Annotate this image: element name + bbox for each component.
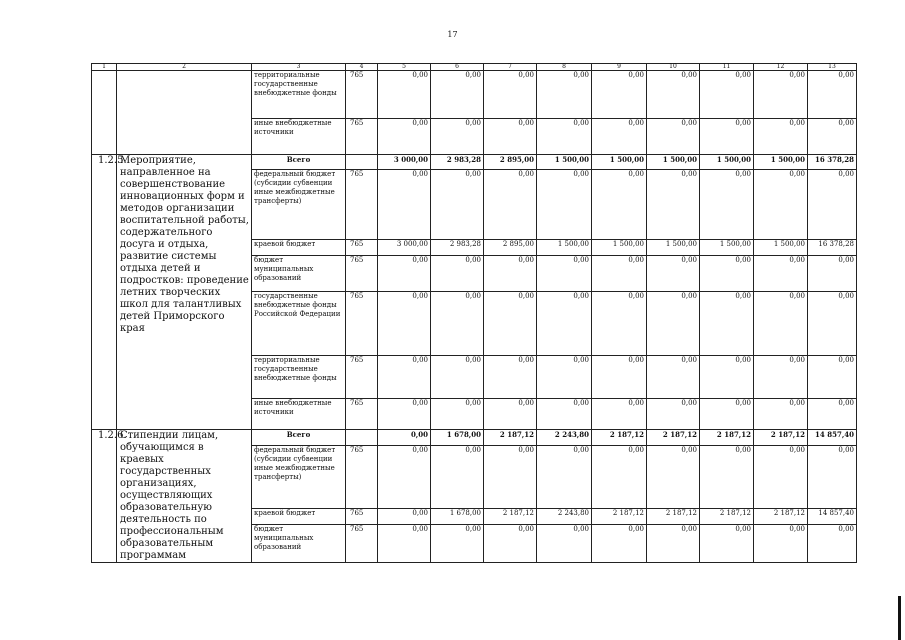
budget-code: 765	[346, 240, 378, 256]
item-number: 1.2.5.	[92, 155, 117, 430]
funding-source: иные внебюджетные источники	[252, 119, 346, 155]
amount-cell: 1 678,00	[431, 508, 484, 524]
amount-cell: 0,00	[378, 256, 431, 292]
table-row	[92, 71, 857, 119]
amount-cell: 0,00	[808, 399, 857, 430]
amount-cell: 0,00	[592, 525, 647, 563]
funding-source: Всего	[252, 430, 346, 446]
amount-cell: 0,00	[378, 119, 431, 155]
amount-cell: 1 500,00	[592, 240, 647, 256]
amount-cell: 0,00	[537, 292, 592, 356]
budget-code: 765	[346, 525, 378, 563]
budget-code: 765	[346, 399, 378, 430]
amount-cell: 0,00	[754, 292, 808, 356]
amount-cell: 2 187,12	[700, 508, 754, 524]
amount-cell: 2 187,12	[647, 508, 700, 524]
amount-cell: 14 857,40	[808, 430, 857, 446]
amount-cell: 0,00	[808, 446, 857, 509]
amount-cell: 0,00	[700, 446, 754, 509]
amount-cell: 0,00	[647, 525, 700, 563]
amount-cell: 0,00	[378, 399, 431, 430]
amount-cell: 0,00	[484, 292, 537, 356]
amount-cell: 0,00	[700, 399, 754, 430]
amount-cell: 0,00	[700, 256, 754, 292]
amount-cell: 0,00	[754, 256, 808, 292]
budget-code: 765	[346, 71, 378, 119]
amount-cell: 0,00	[592, 399, 647, 430]
budget-code	[346, 155, 378, 170]
amount-cell: 1 678,00	[431, 430, 484, 446]
column-number: 2	[117, 64, 252, 71]
amount-cell: 0,00	[378, 430, 431, 446]
amount-cell: 0,00	[647, 170, 700, 240]
item-name: Мероприятие, направленное на совершенствование инновационных форм и методов организации воспитательной работы, содержательного досуга и отдыха, развитие системы отдыха детей и подростков: проведение летних творческих школ для талантливых детей Приморского края	[117, 155, 252, 430]
amount-cell: 2 187,12	[700, 430, 754, 446]
budget-table	[91, 63, 857, 563]
funding-source: федеральный бюджет (субсидии субвенции иные межбюджетные трансферты)	[252, 446, 346, 509]
amount-cell: 14 857,40	[808, 508, 857, 524]
funding-source: Всего	[252, 155, 346, 170]
budget-code: 765	[346, 508, 378, 524]
amount-cell: 0,00	[754, 525, 808, 563]
budget-code: 765	[346, 356, 378, 399]
amount-cell: 0,00	[700, 292, 754, 356]
amount-cell: 0,00	[808, 119, 857, 155]
amount-cell: 0,00	[647, 292, 700, 356]
amount-cell: 0,00	[754, 71, 808, 119]
funding-source: государственные внебюджетные фонды Российской Федерации	[252, 292, 346, 356]
amount-cell: 0,00	[378, 292, 431, 356]
column-number-header	[92, 64, 857, 71]
budget-code: 765	[346, 170, 378, 240]
amount-cell: 0,00	[431, 525, 484, 563]
amount-cell: 0,00	[647, 71, 700, 119]
amount-cell: 1 500,00	[700, 240, 754, 256]
amount-cell: 0,00	[700, 170, 754, 240]
amount-cell: 0,00	[378, 71, 431, 119]
amount-cell: 1 500,00	[700, 155, 754, 170]
column-number: 5	[378, 64, 431, 71]
amount-cell: 3 000,00	[378, 155, 431, 170]
amount-cell: 0,00	[378, 508, 431, 524]
amount-cell: 0,00	[431, 256, 484, 292]
amount-cell: 0,00	[431, 292, 484, 356]
amount-cell: 2 895,00	[484, 240, 537, 256]
amount-cell: 0,00	[537, 170, 592, 240]
table-row-total	[92, 430, 857, 446]
amount-cell: 0,00	[808, 170, 857, 240]
funding-source: бюджет муниципальных образований	[252, 525, 346, 563]
amount-cell: 2 243,80	[537, 508, 592, 524]
amount-cell: 2 243,80	[537, 430, 592, 446]
amount-cell: 0,00	[700, 119, 754, 155]
amount-cell: 0,00	[431, 170, 484, 240]
amount-cell: 0,00	[537, 446, 592, 509]
amount-cell: 0,00	[537, 356, 592, 399]
amount-cell: 0,00	[378, 525, 431, 563]
amount-cell: 0,00	[378, 170, 431, 240]
amount-cell: 2 187,12	[592, 430, 647, 446]
amount-cell: 1 500,00	[647, 240, 700, 256]
amount-cell: 2 983,28	[431, 240, 484, 256]
column-number: 13	[808, 64, 857, 71]
column-number: 12	[754, 64, 808, 71]
amount-cell: 2 187,12	[592, 508, 647, 524]
column-number: 9	[592, 64, 647, 71]
amount-cell: 0,00	[808, 71, 857, 119]
amount-cell: 0,00	[754, 119, 808, 155]
funding-source: иные внебюджетные источники	[252, 399, 346, 430]
funding-source: территориальные государственные внебюджетные фонды	[252, 71, 346, 119]
budget-code: 765	[346, 256, 378, 292]
item-name	[117, 71, 252, 155]
column-number: 6	[431, 64, 484, 71]
item-name: Стипендии лицам, обучающимся в краевых государственных организациях, осуществляющих образовательную деятельность по профессиональным образовательным программам	[117, 430, 252, 563]
amount-cell: 16 378,28	[808, 155, 857, 170]
amount-cell: 0,00	[808, 292, 857, 356]
amount-cell: 0,00	[484, 446, 537, 509]
amount-cell: 2 895,00	[484, 155, 537, 170]
amount-cell: 0,00	[592, 256, 647, 292]
amount-cell: 1 500,00	[647, 155, 700, 170]
amount-cell: 0,00	[754, 399, 808, 430]
column-number: 1	[92, 64, 117, 71]
amount-cell: 0,00	[700, 71, 754, 119]
column-number: 10	[647, 64, 700, 71]
amount-cell: 0,00	[808, 256, 857, 292]
amount-cell: 0,00	[537, 525, 592, 563]
amount-cell: 1 500,00	[537, 155, 592, 170]
amount-cell: 0,00	[647, 446, 700, 509]
amount-cell: 2 187,12	[484, 430, 537, 446]
amount-cell: 0,00	[592, 356, 647, 399]
column-number: 8	[537, 64, 592, 71]
amount-cell: 0,00	[647, 119, 700, 155]
amount-cell: 0,00	[431, 399, 484, 430]
amount-cell: 2 187,12	[647, 430, 700, 446]
funding-source: бюджет муниципальных образований	[252, 256, 346, 292]
amount-cell: 0,00	[808, 356, 857, 399]
amount-cell: 0,00	[754, 170, 808, 240]
amount-cell: 0,00	[700, 525, 754, 563]
amount-cell: 0,00	[484, 119, 537, 155]
amount-cell: 0,00	[537, 256, 592, 292]
amount-cell: 0,00	[592, 119, 647, 155]
amount-cell: 0,00	[592, 71, 647, 119]
amount-cell: 0,00	[484, 71, 537, 119]
amount-cell: 0,00	[537, 71, 592, 119]
amount-cell: 0,00	[647, 256, 700, 292]
column-number: 3	[252, 64, 346, 71]
budget-code	[346, 430, 378, 446]
budget-code: 765	[346, 292, 378, 356]
amount-cell: 2 187,12	[754, 508, 808, 524]
amount-cell: 0,00	[431, 446, 484, 509]
amount-cell: 2 187,12	[754, 430, 808, 446]
amount-cell: 0,00	[378, 446, 431, 509]
funding-source: краевой бюджет	[252, 240, 346, 256]
item-number: 1.2.6.	[92, 430, 117, 563]
amount-cell: 16 378,28	[808, 240, 857, 256]
column-number: 7	[484, 64, 537, 71]
amount-cell: 0,00	[700, 356, 754, 399]
amount-cell: 0,00	[484, 525, 537, 563]
amount-cell: 1 500,00	[754, 155, 808, 170]
amount-cell: 1 500,00	[537, 240, 592, 256]
budget-code: 765	[346, 119, 378, 155]
column-number: 11	[700, 64, 754, 71]
amount-cell: 2 187,12	[484, 508, 537, 524]
amount-cell: 0,00	[592, 170, 647, 240]
item-number	[92, 71, 117, 155]
column-number: 4	[346, 64, 378, 71]
scan-edge-mark	[898, 596, 901, 640]
funding-source: краевой бюджет	[252, 508, 346, 524]
amount-cell: 0,00	[808, 525, 857, 563]
amount-cell: 1 500,00	[592, 155, 647, 170]
amount-cell: 0,00	[431, 356, 484, 399]
amount-cell: 0,00	[484, 356, 537, 399]
amount-cell: 0,00	[431, 119, 484, 155]
table-row-total	[92, 155, 857, 170]
amount-cell: 0,00	[378, 356, 431, 399]
amount-cell: 0,00	[647, 399, 700, 430]
page-number: 17	[447, 30, 458, 39]
amount-cell: 0,00	[592, 292, 647, 356]
amount-cell: 0,00	[647, 356, 700, 399]
amount-cell: 0,00	[592, 446, 647, 509]
amount-cell: 0,00	[537, 119, 592, 155]
amount-cell: 0,00	[431, 71, 484, 119]
funding-source: федеральный бюджет (субсидии субвенции иные межбюджетные трансферты)	[252, 170, 346, 240]
amount-cell: 0,00	[537, 399, 592, 430]
funding-source: территориальные государственные внебюджетные фонды	[252, 356, 346, 399]
amount-cell: 0,00	[754, 356, 808, 399]
amount-cell: 1 500,00	[754, 240, 808, 256]
amount-cell: 3 000,00	[378, 240, 431, 256]
amount-cell: 2 983,28	[431, 155, 484, 170]
amount-cell: 0,00	[484, 399, 537, 430]
amount-cell: 0,00	[484, 170, 537, 240]
amount-cell: 0,00	[754, 446, 808, 509]
budget-code: 765	[346, 446, 378, 509]
amount-cell: 0,00	[484, 256, 537, 292]
